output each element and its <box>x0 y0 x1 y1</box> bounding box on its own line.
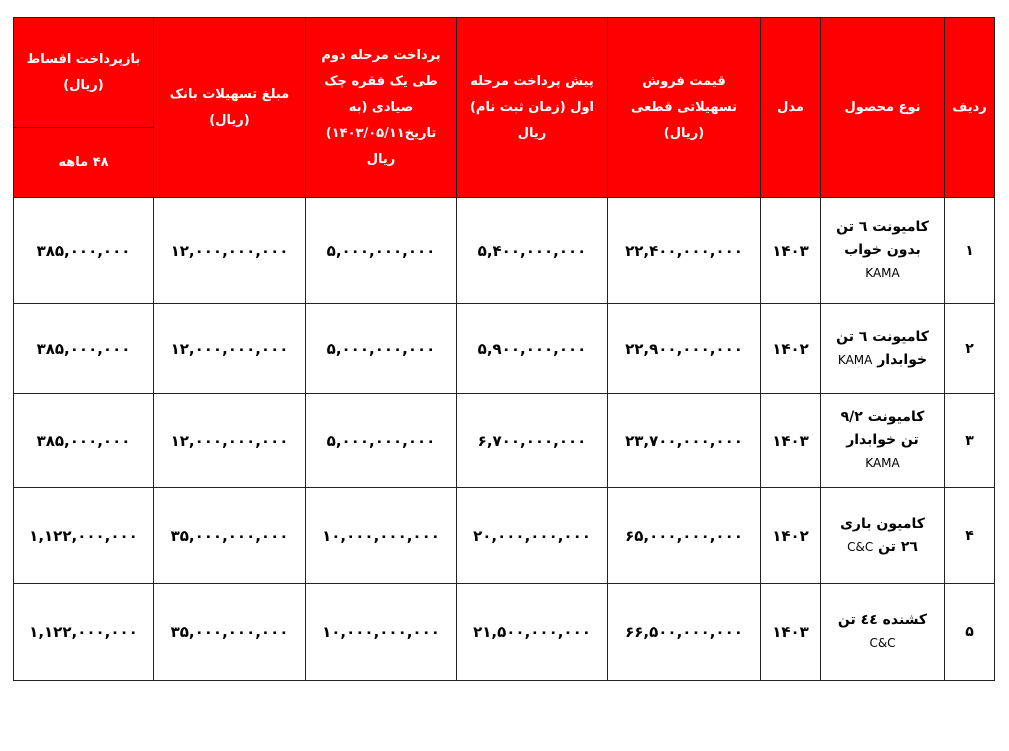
header-product-type: نوع محصول <box>821 18 945 198</box>
table-row <box>14 488 995 584</box>
second-payment-cell: ۱۰,۰۰۰,۰۰۰,۰۰۰ <box>306 488 457 584</box>
prepayment-cell: ۵,۴۰۰,۰۰۰,۰۰۰ <box>457 198 608 304</box>
model-cell: ۱۴۰۲ <box>761 488 821 584</box>
product-line: کامیون باری <box>840 515 925 532</box>
product-line: کامیونت ٦ تن <box>836 328 929 345</box>
price-table <box>13 17 995 681</box>
header-line: تاریخ۱۴۰۳/۰۵/۱۱) <box>325 125 437 141</box>
model-cell: ۱۴۰۳ <box>761 394 821 488</box>
product-line: بدون خواب <box>844 242 921 258</box>
bank-loan-cell: ۱۲,۰۰۰,۰۰۰,۰۰۰ <box>154 304 306 394</box>
header-line: صیادی (به <box>348 99 414 115</box>
row-number-cell: ۳ <box>945 394 995 488</box>
header-prepayment <box>457 18 608 198</box>
brand-label: KAMA <box>865 266 900 280</box>
second-payment-cell: ۵,۰۰۰,۰۰۰,۰۰۰ <box>306 394 457 488</box>
table-row <box>14 198 995 304</box>
row-number-cell: ۱ <box>945 198 995 304</box>
prepayment-cell: ۶,۷۰۰,۰۰۰,۰۰۰ <box>457 394 608 488</box>
header-line: طی یک فقره چک <box>324 73 438 89</box>
price-cell: ۲۳,۷۰۰,۰۰۰,۰۰۰ <box>608 394 761 488</box>
product-line-with-brand <box>825 536 940 559</box>
prepayment-cell: ۵,۹۰۰,۰۰۰,۰۰۰ <box>457 304 608 394</box>
price-cell: ۲۲,۹۰۰,۰۰۰,۰۰۰ <box>608 304 761 394</box>
row-number-cell: ۲ <box>945 304 995 394</box>
product-line: کامیونت ٦ تن <box>836 219 929 235</box>
header-installment-period: ۴۸ ماهه <box>14 128 154 198</box>
row-number-cell: ۴ <box>945 488 995 584</box>
price-cell: ۶۶,۵۰۰,۰۰۰,۰۰۰ <box>608 584 761 681</box>
product-line: تن خوابدار <box>846 432 919 448</box>
product-line-with-brand <box>825 349 940 372</box>
bank-loan-cell: ۳۵,۰۰۰,۰۰۰,۰۰۰ <box>154 584 306 681</box>
second-payment-cell: ۵,۰۰۰,۰۰۰,۰۰۰ <box>306 198 457 304</box>
table-row <box>14 584 995 681</box>
header-line: بازپرداخت اقساط <box>26 51 141 67</box>
header-line: قیمت فروش <box>642 73 726 89</box>
product-type-cell <box>821 198 945 304</box>
product-line: کامیونت ۹/۲ <box>840 409 925 425</box>
header-line: تسهیلاتی قطعی <box>630 99 738 115</box>
prepayment-cell: ۲۱,۵۰۰,۰۰۰,۰۰۰ <box>457 584 608 681</box>
header-line: مبلغ تسهیلات بانک <box>169 86 290 102</box>
installment-cell: ۱,۱۲۲,۰۰۰,۰۰۰ <box>14 584 154 681</box>
product-line: کشنده ٤٤ تن <box>837 612 928 628</box>
model-cell: ۱۴۰۲ <box>761 304 821 394</box>
header-row-number: ردیف <box>945 18 995 198</box>
header-line: ریال <box>517 125 547 141</box>
header-row <box>14 18 995 128</box>
header-model: مدل <box>761 18 821 198</box>
product-type-cell <box>821 304 945 394</box>
installment-cell: ۳۸۵,۰۰۰,۰۰۰ <box>14 198 154 304</box>
header-line: (ریال) <box>209 112 250 128</box>
price-cell: ۲۲,۴۰۰,۰۰۰,۰۰۰ <box>608 198 761 304</box>
header-line: پیش پرداخت مرحله <box>470 73 594 89</box>
table-row <box>14 394 995 488</box>
bank-loan-cell: ۱۲,۰۰۰,۰۰۰,۰۰۰ <box>154 198 306 304</box>
brand-label: KAMA <box>837 352 873 367</box>
table-row <box>14 304 995 394</box>
header-line: ریال <box>366 151 396 167</box>
bank-loan-cell: ۱۲,۰۰۰,۰۰۰,۰۰۰ <box>154 394 306 488</box>
installment-cell: ۱,۱۲۲,۰۰۰,۰۰۰ <box>14 488 154 584</box>
product-type-cell <box>821 488 945 584</box>
brand-label: C&C <box>847 539 874 554</box>
header-line: اول (زمان ثبت نام) <box>469 99 595 115</box>
product-type-cell <box>821 394 945 488</box>
brand-label: KAMA <box>865 456 900 470</box>
header-bank-loan <box>154 18 306 198</box>
product-line: ۲٦ تن <box>878 538 918 555</box>
second-payment-cell: ۵,۰۰۰,۰۰۰,۰۰۰ <box>306 304 457 394</box>
header-line: (ریال) <box>663 125 705 141</box>
installment-cell: ۳۸۵,۰۰۰,۰۰۰ <box>14 394 154 488</box>
header-second-payment <box>306 18 457 198</box>
product-type-cell <box>821 584 945 681</box>
row-number-cell: ۵ <box>945 584 995 681</box>
second-payment-cell: ۱۰,۰۰۰,۰۰۰,۰۰۰ <box>306 584 457 681</box>
model-cell: ۱۴۰۳ <box>761 584 821 681</box>
model-cell: ۱۴۰۳ <box>761 198 821 304</box>
header-line: پرداخت مرحله دوم <box>321 47 441 63</box>
brand-label: C&C <box>869 636 896 650</box>
header-installment <box>14 18 154 128</box>
header-line: (ریال) <box>63 77 104 93</box>
installment-cell: ۳۸۵,۰۰۰,۰۰۰ <box>14 304 154 394</box>
product-line: خوابدار <box>877 351 928 368</box>
price-table-wrapper <box>13 17 995 681</box>
header-sale-price <box>608 18 761 198</box>
price-cell: ۶۵,۰۰۰,۰۰۰,۰۰۰ <box>608 488 761 584</box>
bank-loan-cell: ۳۵,۰۰۰,۰۰۰,۰۰۰ <box>154 488 306 584</box>
prepayment-cell: ۲۰,۰۰۰,۰۰۰,۰۰۰ <box>457 488 608 584</box>
